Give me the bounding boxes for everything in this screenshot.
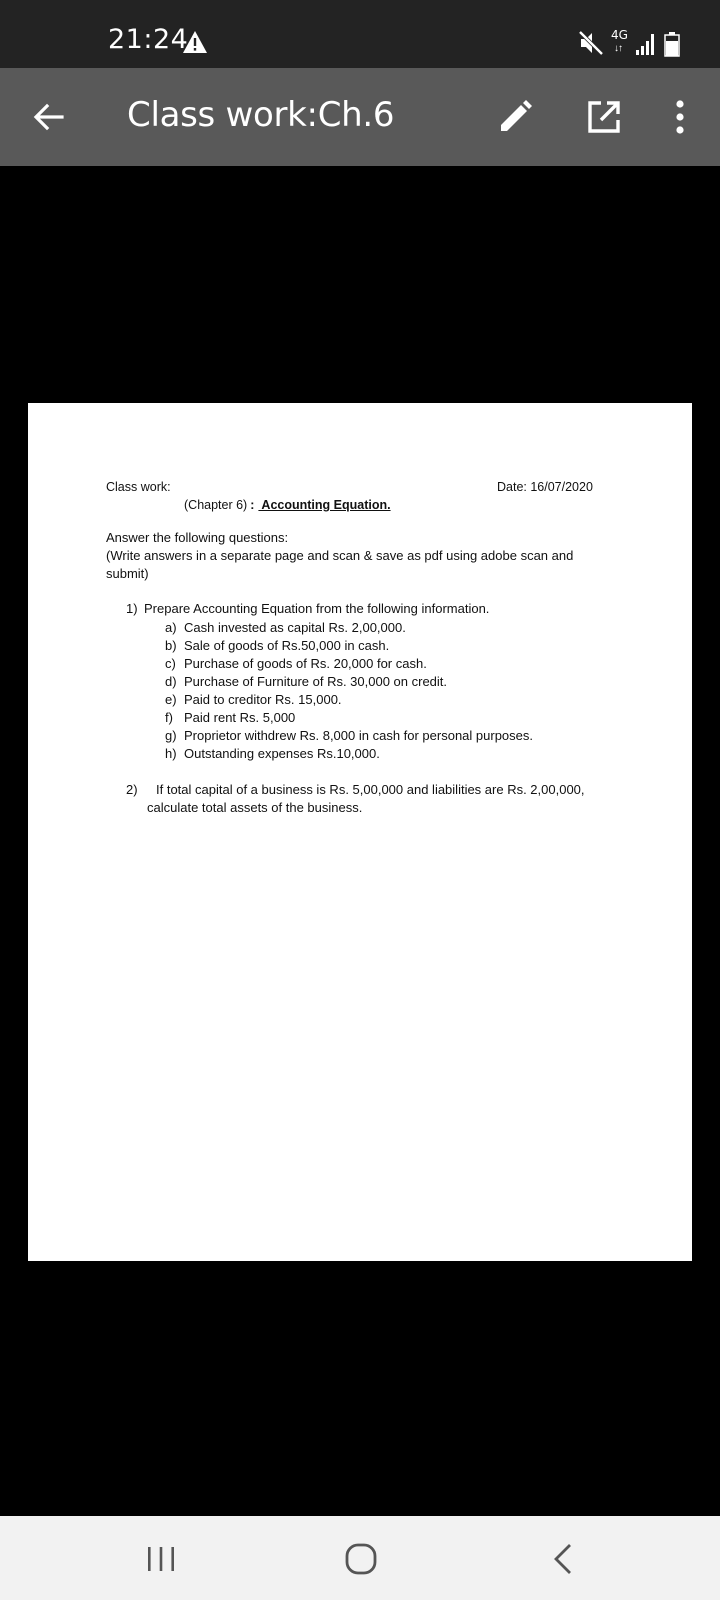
question-text: If total capital of a business is Rs. 5,00,000 and liabilities are Rs. 2,00,000, (156, 782, 585, 797)
home-icon[interactable] (344, 1542, 378, 1576)
item-text: Sale of goods of Rs.50,000 in cash. (184, 638, 390, 653)
doc-chapter-heading (184, 498, 391, 512)
item-letter: g) (165, 728, 177, 743)
doc-label: Class work: (106, 480, 171, 494)
mute-icon (578, 30, 604, 56)
status-bar (0, 0, 720, 68)
battery-icon (664, 32, 680, 57)
instruction-line: (Write answers in a separate page and scan & save as pdf using adobe scan and submit) (106, 548, 574, 581)
item-text: Paid rent Rs. 5,000 (184, 710, 296, 725)
item-text: Outstanding expenses Rs.10,000. (184, 746, 380, 761)
network-type: 4G (611, 28, 628, 42)
question-number: 1) (126, 601, 138, 616)
signal-icon (636, 32, 658, 56)
item-letter: b) (165, 638, 177, 653)
item-letter: c) (165, 656, 176, 671)
item-text: Cash invested as capital Rs. 2,00,000. (184, 620, 406, 635)
item-letter: a) (165, 620, 177, 635)
document-page (28, 403, 692, 1261)
list-item (165, 691, 533, 709)
warning-icon (182, 30, 208, 54)
question-text-continued: calculate total assets of the business. (147, 800, 363, 815)
question-text: Prepare Accounting Equation from the following information. (144, 601, 490, 616)
document-title: Class work:Ch.6 (127, 95, 395, 135)
question-2 (126, 781, 596, 817)
list-item (165, 709, 533, 727)
question-1-items (165, 619, 533, 763)
network-activity-icon: ↓↑ (614, 43, 622, 54)
pencil-icon[interactable] (496, 98, 534, 136)
list-item (165, 727, 533, 745)
list-item (165, 673, 533, 691)
item-text: Purchase of Furniture of Rs. 30,000 on credit. (184, 674, 448, 689)
list-item (165, 655, 533, 673)
list-item (165, 619, 533, 637)
list-item (165, 637, 533, 655)
doc-date: Date: 16/07/2020 (497, 480, 593, 494)
instruction-line: Answer the following questions: (106, 530, 289, 545)
app-bar (0, 68, 720, 166)
status-time: 21:24 (108, 24, 189, 55)
item-letter: d) (165, 674, 177, 689)
item-text: Paid to creditor Rs. 15,000. (184, 692, 342, 707)
instructions (106, 529, 596, 583)
item-letter: h) (165, 746, 177, 761)
back-arrow-icon[interactable] (28, 96, 70, 138)
recents-icon[interactable] (146, 1544, 176, 1574)
item-letter: e) (165, 692, 177, 707)
item-letter: f) (165, 710, 173, 725)
open-external-icon[interactable] (585, 98, 623, 136)
question-1 (126, 601, 489, 616)
chapter-topic: Accounting Equation. (258, 498, 391, 512)
list-item (165, 745, 533, 763)
more-vert-icon[interactable] (668, 98, 692, 136)
question-number: 2) (126, 782, 138, 797)
item-text: Purchase of goods of Rs. 20,000 for cash. (184, 656, 427, 671)
item-text: Proprietor withdrew Rs. 8,000 in cash for personal purposes. (184, 728, 534, 743)
navigation-bar (0, 1516, 720, 1600)
back-icon[interactable] (550, 1542, 576, 1576)
chapter-separator: : (250, 498, 255, 512)
chapter-number: (Chapter 6) (184, 498, 248, 512)
